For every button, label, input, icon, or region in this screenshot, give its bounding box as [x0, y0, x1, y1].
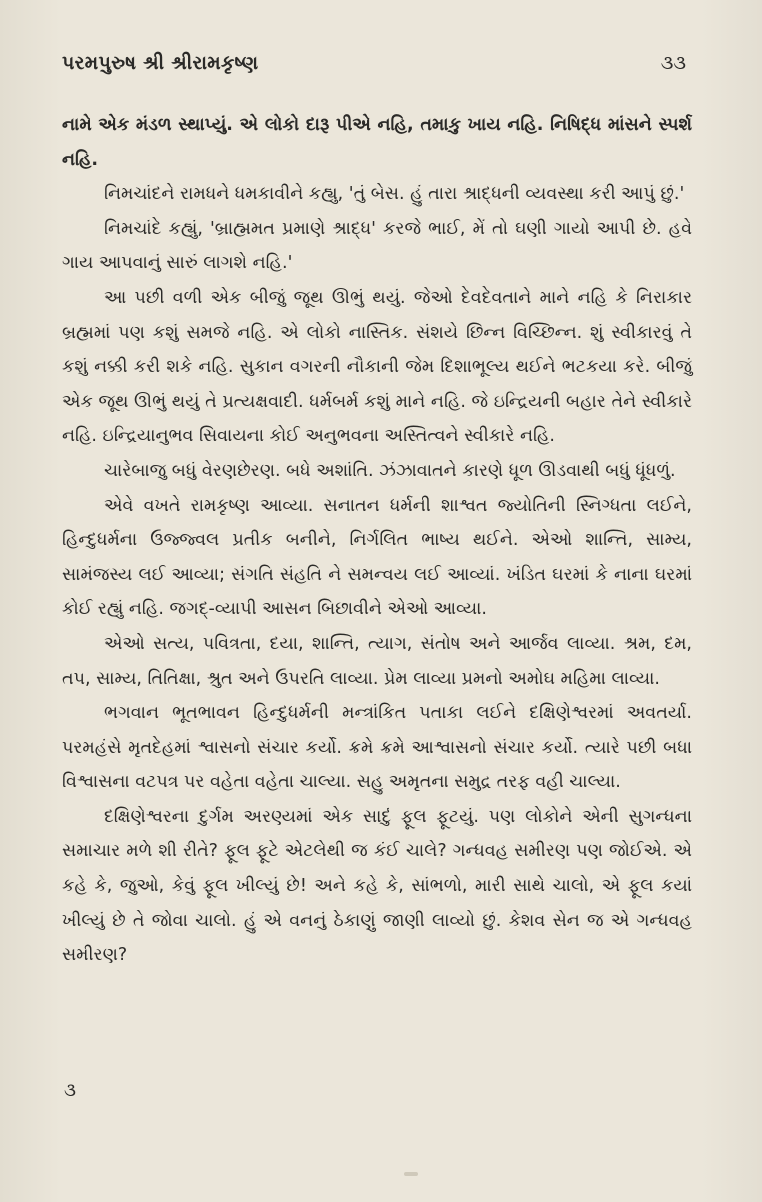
running-head	[62, 52, 692, 90]
page-number: ૩૩	[660, 52, 686, 74]
running-title: પરમપુરુષ શ્રી શ્રીરામકૃષ્ણ	[62, 52, 259, 74]
paragraph: દક્ષિણેશ્વરના દુર્ગમ અરણ્યમાં એક સાદું ફૂલ ફૂટયું. પણ લોકોને એની સુગન્ધના સમાચાર મળે શી રીતે? ફૂલ ફૂટે એટલેથી જ કંઈ ચાલે? ગન્ધવહ સમીરણ પણ જોઈએ. એ કહે કે, જુઓ, કેવું ફૂલ ખીલ્યું છે! અને કહે કે, સાંભળો, મારી સાથે ચાલો, એ ફૂલ કયાં ખીલ્યું છે તે જોવા ચાલો. હું એ વનનું ઠેકાણું જાણી લાવ્યો છું. કેશવ સેન જ એ ગન્ધવહ સમીરણ?	[62, 806, 692, 966]
paragraph: નામે એક મંડળ સ્થાપ્યું. એ લોકો દારૂ પીએ નહિ, તમાકુ ખાય નહિ. નિષિદ્ધ માંસને સ્પર્શ નહિ.	[62, 115, 692, 170]
paragraph: નિમચાંદે કહ્યું, 'બ્રાહ્મમત પ્રમાણે શ્રાદ્ધ' કરજે ભાઈ, મેં તો ઘણી ગાયો આપી છે. હવે ગાય આપવાનું સારું લાગશે નહિ.'	[62, 218, 692, 274]
paper-speck	[404, 1172, 418, 1176]
paragraph: ભગવાન ભૂતભાવન હિન્દુધર્મની મન્ત્રાંકિત પતાકા લઈને દક્ષિણેશ્વરમાં અવતર્યા. પરમહંસે મૃતદેહમાં શ્વાસનો સંચાર કર્યો. ક્રમે ક્રમે આશ્વાસનો સંચાર કર્યો. ત્યારે પછી બધા વિશ્વાસના વટપત્ર પર વહેતા વહેતા ચાલ્યા. સહુ અમૃતના સમુદ્ર તરફ વહી ચાલ્યા.	[62, 703, 692, 793]
paragraph: ચારેબાજુ બધું વેરણછેરણ. બધે અશાંતિ. ઝંઝાવાતને કારણે ધૂળ ઊડવાથી બધું ધૂંધળું.	[104, 460, 676, 481]
paragraph: એઓ સત્ય, પવિત્રતા, દયા, શાન્તિ, ત્યાગ, સંતોષ અને આર્જવ લાવ્યા. શ્રમ, દમ, તપ, સામ્ય, તિતિક્ષા, શ્રુત અને ઉપરતિ લાવ્યા. પ્રેમ લાવ્યા પ્રમનો અમોઘ મહિમા લાવ્યા.	[62, 633, 692, 689]
paragraph: આ પછી વળી એક બીજું જૂથ ઊભું થયું. જેઓ દેવદેવતાને માને નહિ કે નિરાકાર બ્રહ્મમાં પણ કશું સમજે નહિ. એ લોકો નાસ્તિક. સંશયે છિન્ન વિચ્છિન્ન. શું સ્વીકારવું તે કશું નક્કી કરી શકે નહિ. સુકાન વગરની નૌકાની જેમ દિશાભૂલ્ય થઈને ભટકયા કરે. બીજું એક જૂથ ઊભું થયું તે પ્રત્યક્ષવાદી. ધર્મબર્મ કશું માને નહિ. જે ઇન્દ્રિયની બહાર તેને સ્વીકારે નહિ. ઇન્દ્રિયાનુભવ સિવાયના કોઈ અનુભવના અસ્તિત્વને સ્વીકારે નહિ.	[62, 287, 692, 447]
body-text	[62, 108, 692, 973]
paragraph: એવે વખતે રામકૃષ્ણ આવ્યા. સનાતન ધર્મની શાશ્વત જ્યોતિની સ્નિગ્ધતા લઈને, હિન્દુધર્મના ઉજ્જ્વલ પ્રતીક બનીને, નિર્ગલિત ભાષ્ય થઈને. એઓ શાન્તિ, સામ્ય, સામંજસ્ય લઈ આવ્યા; સંગતિ સંહતિ ને સમન્વય લઈ આવ્યાં. ખંડિત ઘરમાં કે નાના ઘરમાં કોઈ રહ્યું નહિ. જગદ્-વ્યાપી આસન બિછાવીને એઓ આવ્યા.	[62, 495, 692, 620]
signature-mark: ૩	[64, 1080, 76, 1101]
paragraph: નિમચાંદને રામધને ધમકાવીને કહ્યુ, 'તું બેસ. હું તારા શ્રાદ્ધની વ્યવસ્થા કરી આપું છું.'	[104, 184, 685, 205]
